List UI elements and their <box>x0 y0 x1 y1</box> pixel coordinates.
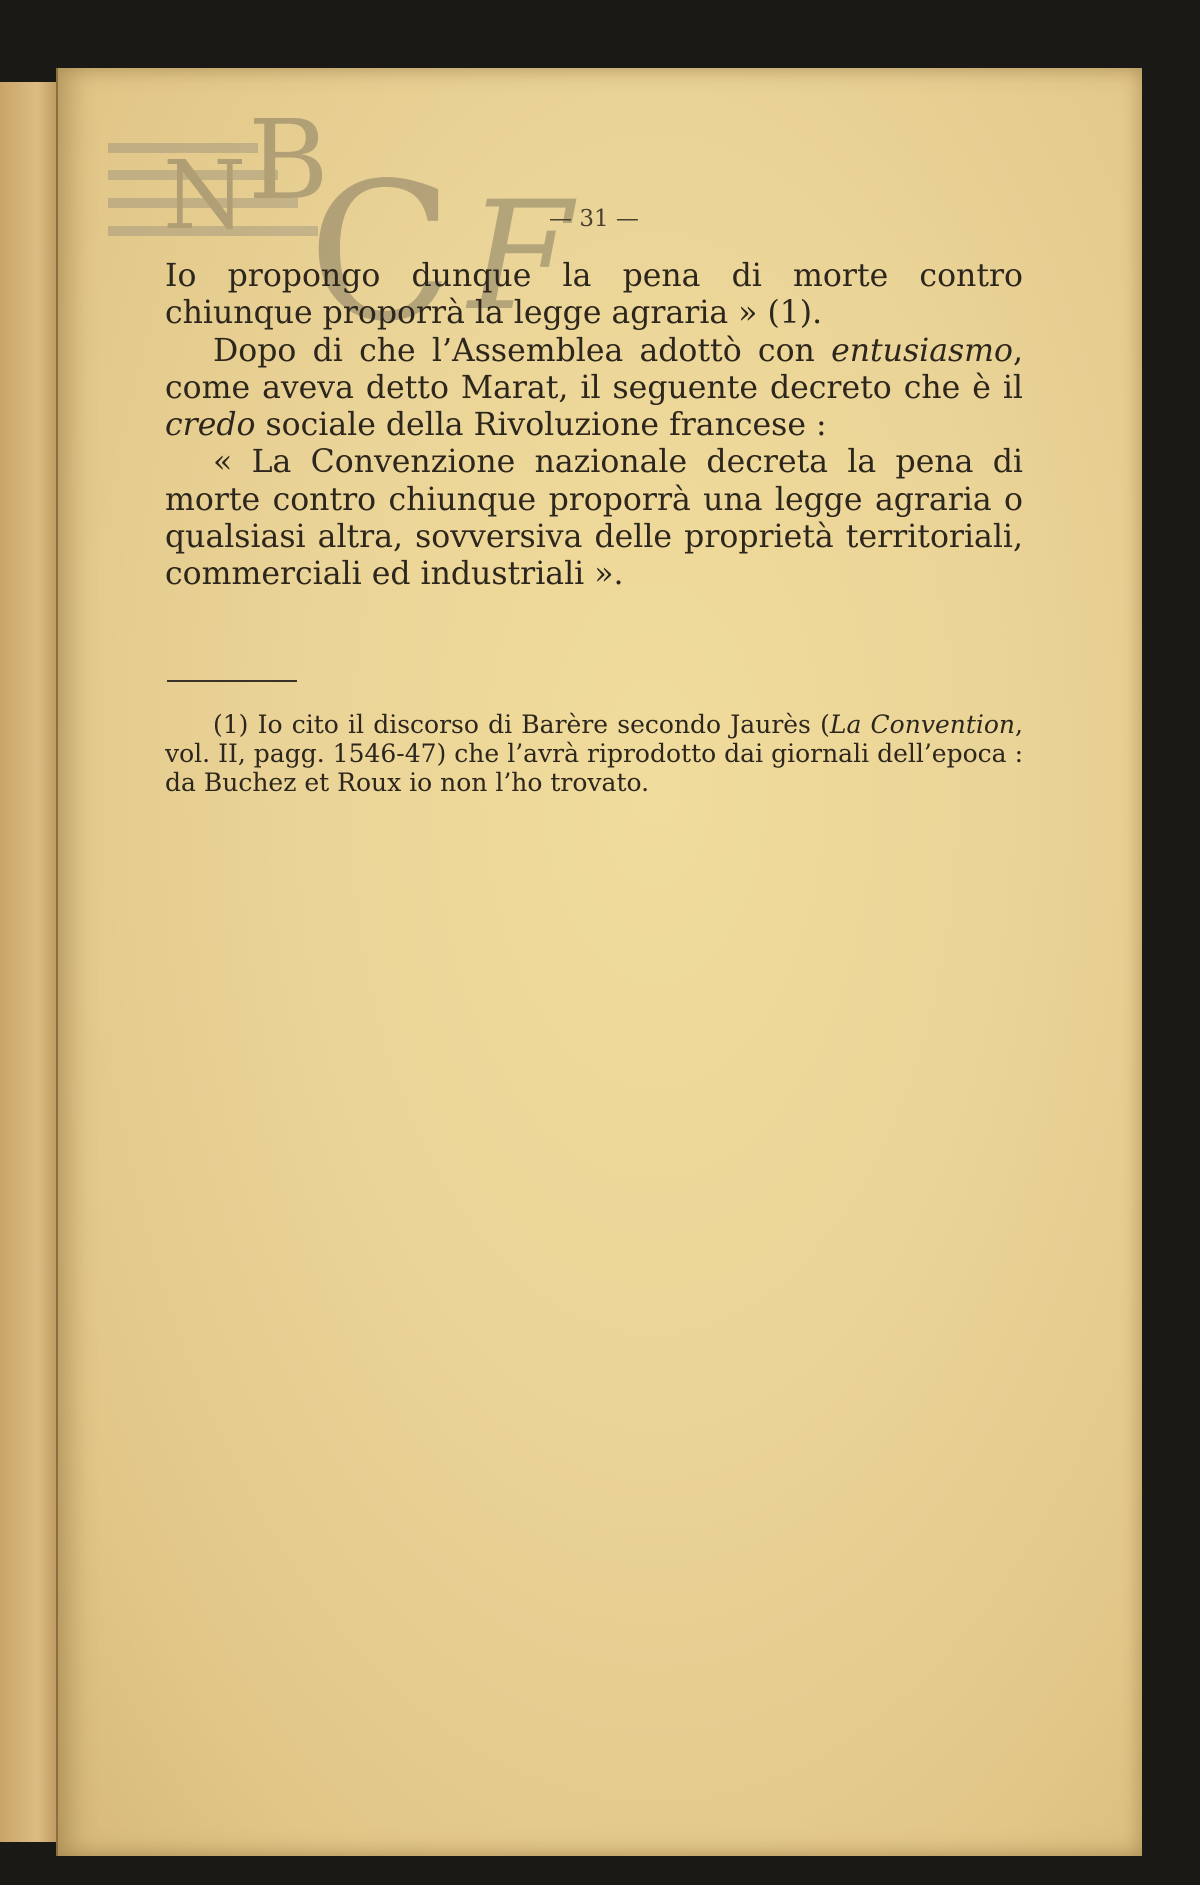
footnote-emphasis: La Convention <box>829 710 1016 739</box>
footnote-separator <box>167 680 297 682</box>
watermark-letter-c: C <box>308 142 454 358</box>
paragraph-2-part-1: Dopo di che l’Assemblea adottò con <box>213 332 832 369</box>
watermark-letter-f: F <box>468 170 573 344</box>
book-page <box>56 68 1142 1856</box>
paragraph-3-quoted-decree: « La Convenzione nazionale decreta la pena di morte contro chiunque proporrà una legge agraria o qualsiasi altra, sovversiva delle proprietà territoriali, commerciali ed industriali ». <box>165 444 1023 593</box>
previous-page-edge <box>0 82 64 1842</box>
watermark-letter-b: B <box>248 108 329 224</box>
footnote <box>165 710 1023 797</box>
watermark-letter-n: N <box>163 141 247 251</box>
paragraph-2-emphasis-1: entusiasmo <box>831 332 1013 369</box>
paragraph-2-part-3: sociale della Rivoluzione francese : <box>255 407 827 444</box>
page-number: — 31 — <box>549 206 639 232</box>
footnote-part-2: , vol. II, pagg. 1546-47) che l’avrà riprodotto dai giornali dell’epoca : da Buchez et Roux io non l’ho trovato. <box>165 710 1023 797</box>
body-text <box>165 258 1023 594</box>
paragraph-2-emphasis-2: credo <box>165 407 256 444</box>
footnote-part-1: (1) Io cito il discorso di Barère secondo Jaurès ( <box>213 710 830 739</box>
footnote-1 <box>165 710 1023 797</box>
paragraph-1: Io propongo dunque la pena di morte contro chiunque proporrà la legge agraria » (1). <box>165 258 1023 332</box>
paragraph-2 <box>165 333 1023 445</box>
paragraph-2-part-2: , come aveva detto Marat, il seguente decreto che è il <box>165 332 1023 406</box>
